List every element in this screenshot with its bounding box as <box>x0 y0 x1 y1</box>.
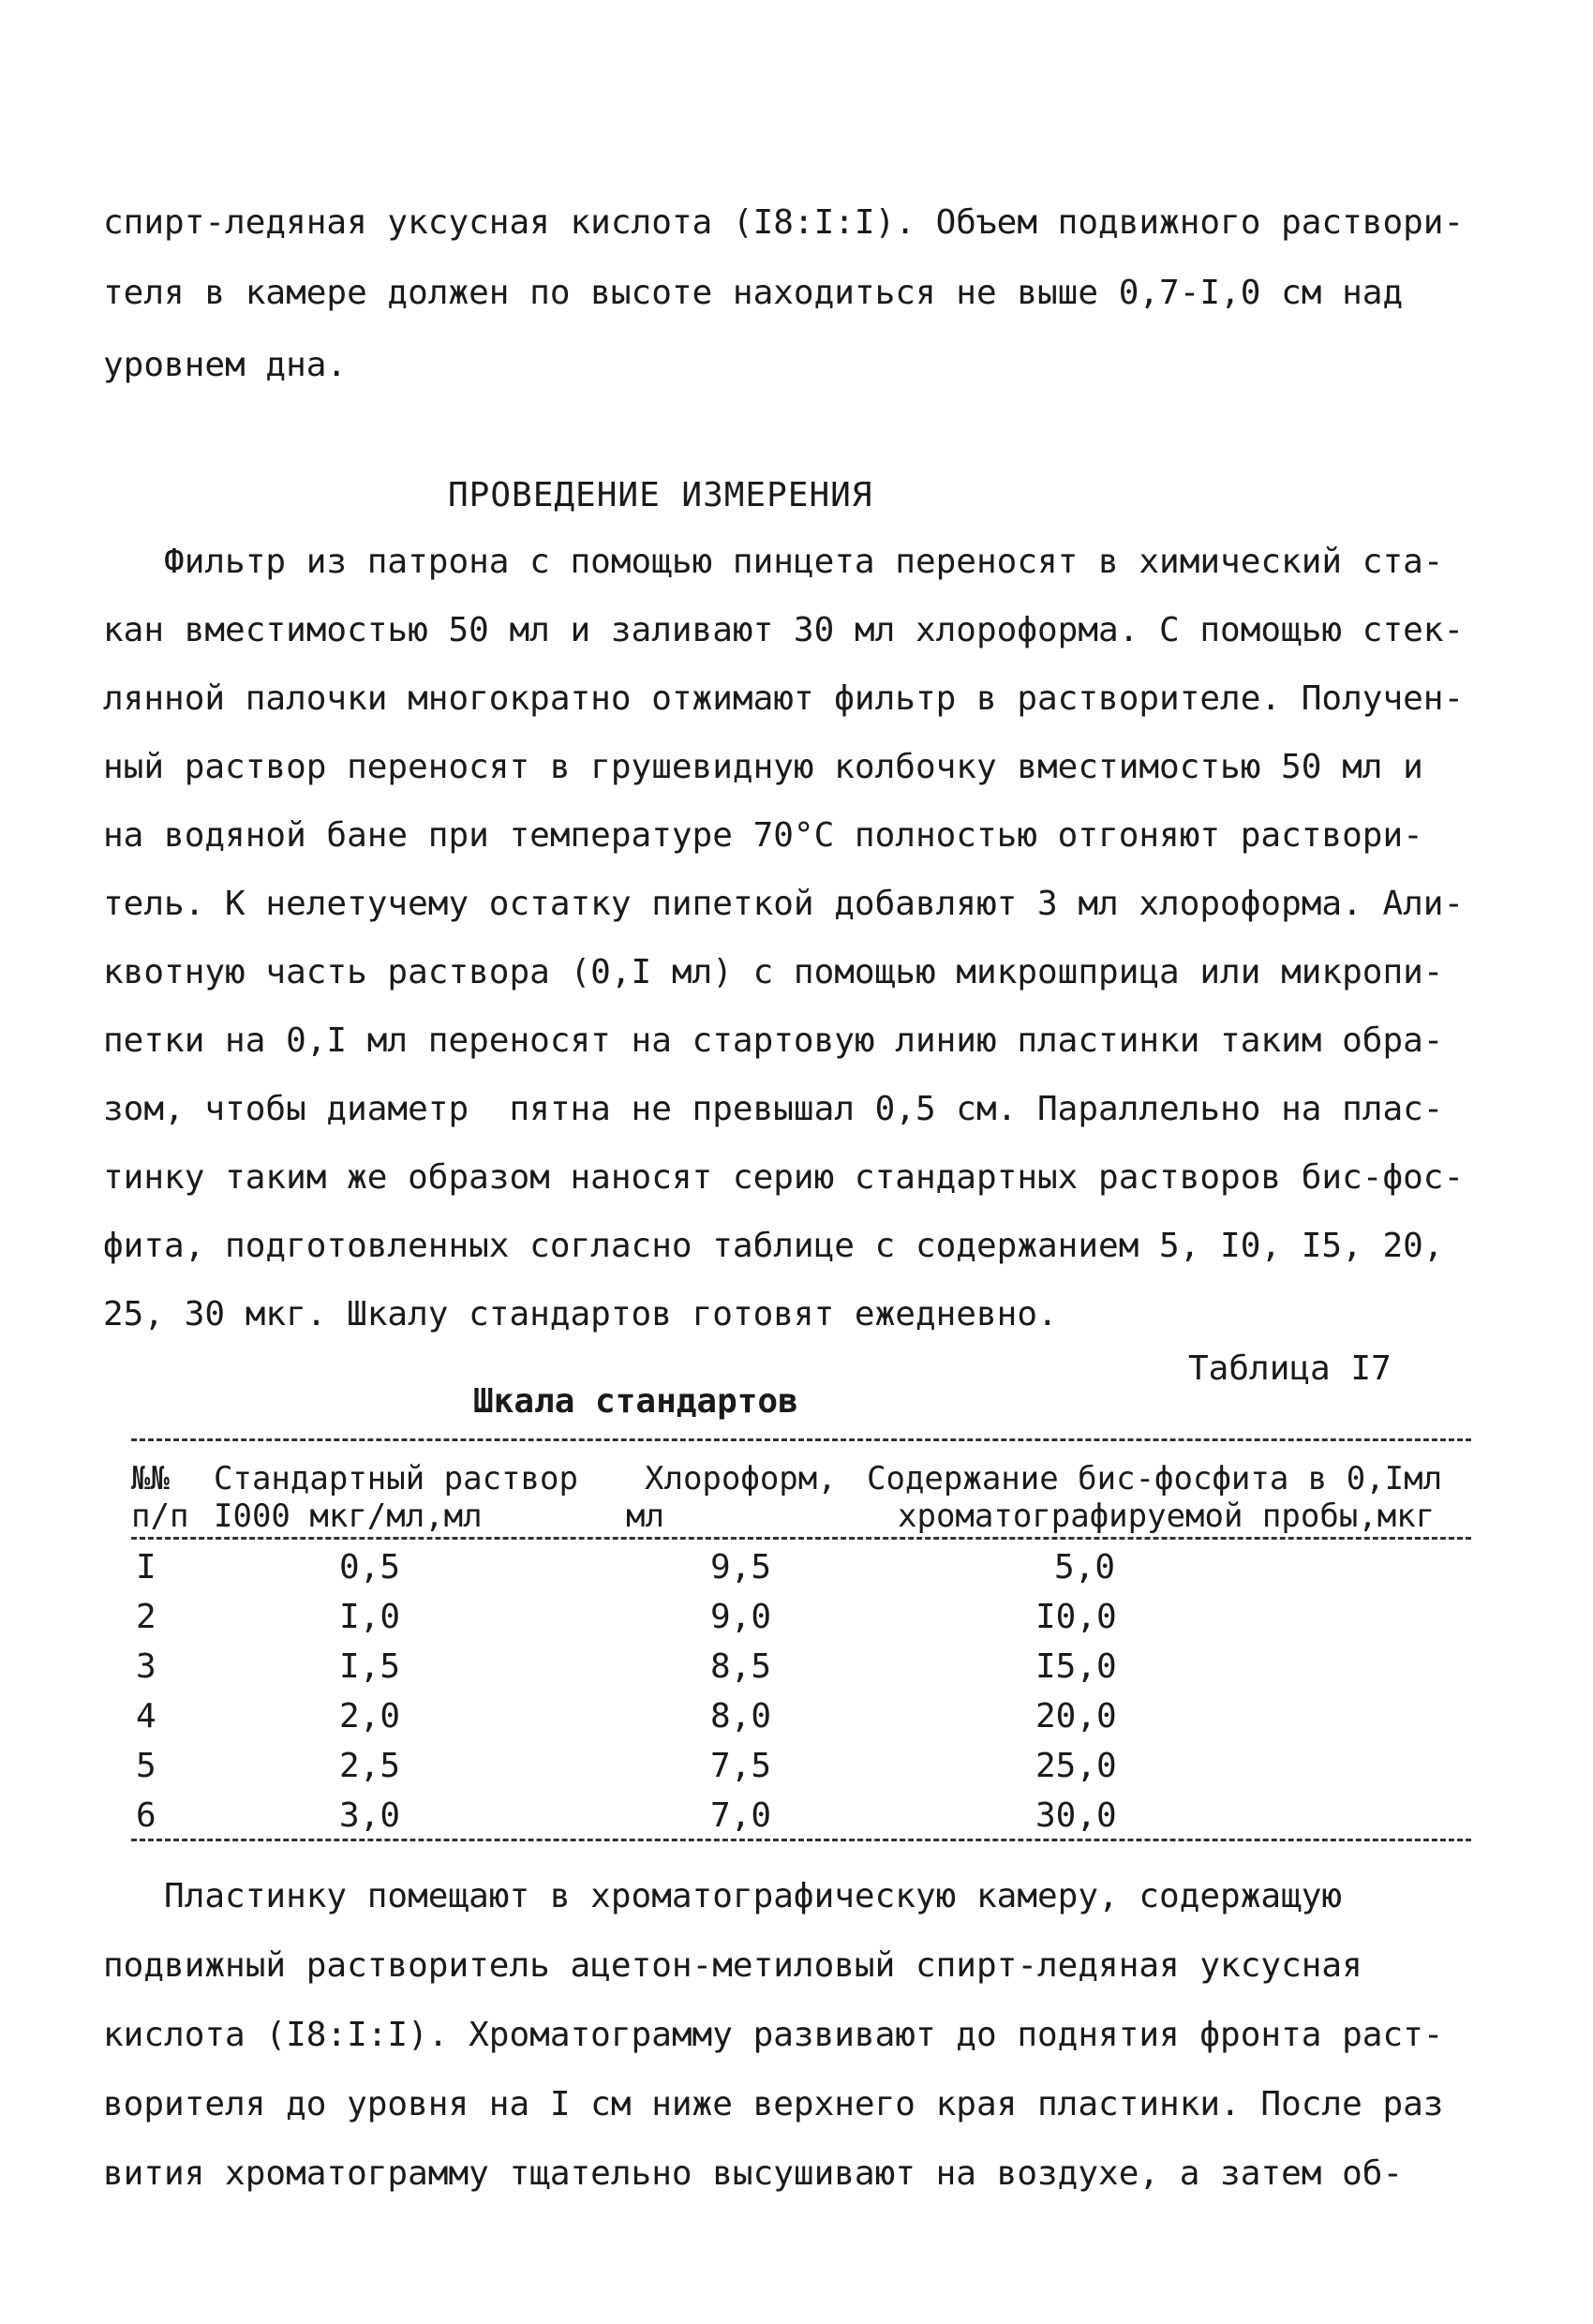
text-line: вития хроматограмму тщательно высушивают на воздухе, а затем об- <box>103 2154 1404 2193</box>
header-content-line1: Содержание бис-фосфита в 0,Iмл <box>867 1460 1443 1497</box>
cell-standard: 3,0 <box>339 1796 401 1835</box>
cell-standard: 2,0 <box>339 1697 401 1736</box>
cell-standard: 0,5 <box>339 1548 401 1587</box>
text-line: уровнем дна. <box>103 346 348 384</box>
header-number-line1: №№ <box>131 1460 170 1497</box>
text-line: тинку таким же образом наносят серию стандартных растворов бис-фос- <box>103 1158 1465 1197</box>
table-bottom-rule <box>131 1839 1471 1841</box>
cell-number: I <box>136 1548 156 1587</box>
cell-content: I5,0 <box>1035 1647 1117 1686</box>
text-line: петки на 0,I мл переносят на стартовую линию пластинки таким обра- <box>103 1021 1444 1060</box>
cell-chloroform: 7,0 <box>710 1796 772 1835</box>
cell-content: 5,0 <box>1054 1548 1116 1587</box>
cell-number: 5 <box>136 1747 156 1785</box>
text-line: зом, чтобы диаметр пятна не превышал 0,5 см. Параллельно на плас- <box>103 1090 1444 1128</box>
cell-chloroform: 7,5 <box>710 1747 772 1785</box>
table-title: Шкала стандартов <box>473 1382 798 1421</box>
cell-standard: I,0 <box>339 1598 401 1636</box>
cell-content: 30,0 <box>1035 1796 1117 1835</box>
text-line: Пластинку помещают в хроматографическую камеру, содержащую <box>103 1877 1343 1915</box>
cell-chloroform: 8,0 <box>710 1697 772 1736</box>
header-standard-line2: I000 мкг/мл,мл <box>214 1497 483 1535</box>
text-line: ворителя до уровня на I см ниже верхнего края пластинки. После раз <box>103 2085 1444 2123</box>
text-line: спирт-ледяная уксусная кислота (I8:I:I). Объем подвижного раствори- <box>103 203 1465 242</box>
cell-number: 2 <box>136 1598 156 1636</box>
text-line: кан вместимостью 50 мл и заливают 30 мл хлороформа. С помощью стек- <box>103 611 1465 649</box>
cell-standard: I,5 <box>339 1647 401 1686</box>
text-line: фита, подготовленных согласно таблице с содержанием 5, I0, I5, 20, <box>103 1227 1444 1265</box>
text-line: подвижный растворитель ацетон-метиловый спирт-ледяная уксусная <box>103 1946 1362 1985</box>
header-chloroform-line1: Хлороформ, <box>645 1460 837 1497</box>
cell-chloroform: 8,5 <box>710 1647 772 1686</box>
text-line: теля в камере должен по высоте находиться не выше 0,7-I,0 см над <box>103 274 1404 312</box>
header-chloroform-line2: мл <box>626 1497 664 1535</box>
text-line: лянной палочки многократно отжимают фильтр в растворителе. Получен- <box>103 679 1465 718</box>
section-heading: ПРОВЕДЕНИЕ ИЗМЕРЕНИЯ <box>448 476 873 514</box>
cell-content: I0,0 <box>1035 1598 1117 1636</box>
cell-content: 20,0 <box>1035 1697 1117 1736</box>
cell-number: 3 <box>136 1647 156 1686</box>
table-top-rule <box>131 1438 1471 1441</box>
text-line: квотную часть раствора (0,I мл) с помощью микрошприца или микропи- <box>103 953 1444 991</box>
text-line: Фильтр из патрона с помощью пинцета переносят в химический ста- <box>103 543 1444 581</box>
header-content-line2: хроматографируемой пробы,мкг <box>898 1497 1436 1535</box>
cell-content: 25,0 <box>1035 1747 1117 1785</box>
header-number-line2: п/п <box>131 1497 189 1535</box>
cell-chloroform: 9,0 <box>710 1598 772 1636</box>
text-line: тель. К нелетучему остатку пипеткой добавляют 3 мл хлороформа. Али- <box>103 885 1465 923</box>
cell-number: 4 <box>136 1697 156 1736</box>
table-header-rule <box>131 1537 1471 1540</box>
text-line: на водяной бане при температуре 70°С полностью отгоняют раствори- <box>103 816 1423 855</box>
text-line: ный раствор переносят в грушевидную колбочку вместимостью 50 мл и <box>103 748 1423 786</box>
cell-chloroform: 9,5 <box>710 1548 772 1587</box>
text-line: кислота (I8:I:I). Хроматограмму развивают до поднятия фронта раст- <box>103 2016 1444 2054</box>
table-label: Таблица I7 <box>1188 1349 1392 1388</box>
text-line: 25, 30 мкг. Шкалу стандартов готовят ежедневно. <box>103 1295 1058 1333</box>
cell-standard: 2,5 <box>339 1747 401 1785</box>
cell-number: 6 <box>136 1796 156 1835</box>
header-standard-line1: Стандартный раствор <box>214 1460 578 1497</box>
